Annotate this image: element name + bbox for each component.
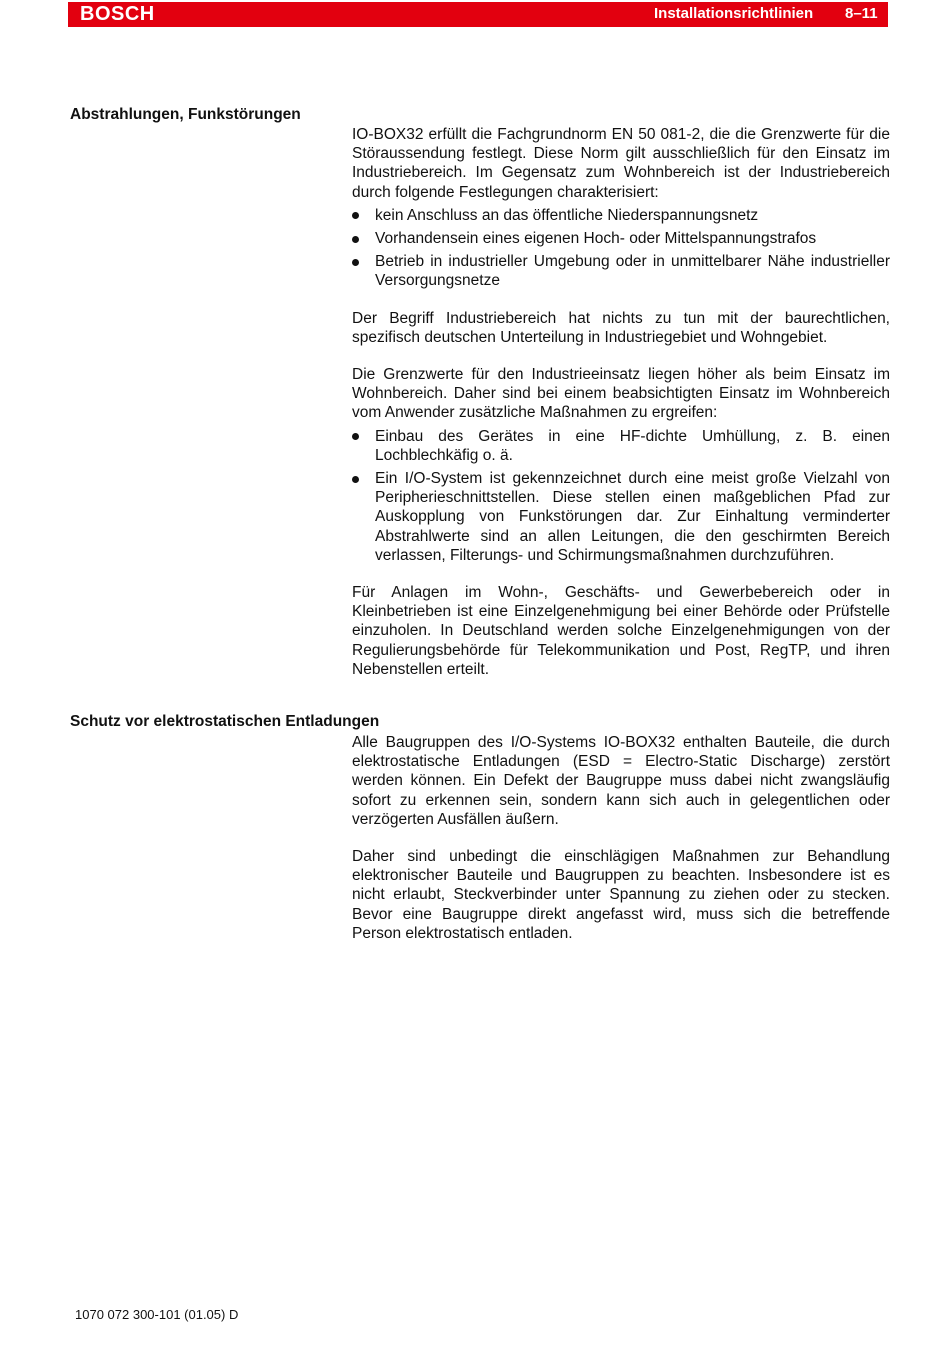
paragraph: Für Anlagen im Wohn-, Geschäfts- und Gewerbebereich oder in Kleinbetrieben ist eine Einzelgenehmigung bei einer Behörde oder Prüfstelle einzuholen. In Deutschland werden solche Einzelgenehmigungen von der Regulierungsbehörde für Telekommunikation und Post, RegTP, und ihren Nebenstellen erteilt.	[352, 584, 890, 678]
paragraph: Daher sind unbedingt die einschlägigen Maßnahmen zur Behandlung elektronischer Bauteile und Baugruppen zu beachten. Insbesondere ist es nicht erlaubt, Steckverbinder unter Spannung zu ziehen oder zu stecken. Bevor eine Baugruppe direkt angefasst wird, muss sich die betreffende Person elektrostatisch entladen.	[352, 848, 890, 942]
header-section-title: Installationsrichtlinien	[654, 5, 814, 22]
list-item-text: Ein I/O-System ist gekennzeichnet durch eine meist große Vielzahl von Peripherieschnittstellen. Diese stellen einen maßgeblichen Pfad zur Auskopplung von Funkstörungen dar. Zur Einhaltung verminderter Abstrahlwerte sind an allen Leitungen, die den geschirmten Bereich verlassen, Filterungs- und Schirmungsmaßnahmen durchzuführen.	[375, 470, 890, 564]
paragraph: Die Grenzwerte für den Industrieeinsatz liegen höher als beim Einsatz im Wohnbereich. Daher sind bei einem beabsichtigten Einsatz im Wohnbereich vom Anwender zusätzliche Maßnahmen zu ergreifen:	[352, 366, 890, 422]
page-header	[68, 2, 888, 27]
bullet-icon	[352, 236, 359, 243]
list-item-text: Vorhandensein eines eigenen Hoch- oder Mittelspannungstrafos	[375, 230, 817, 248]
list-item	[352, 206, 890, 225]
paragraph: Alle Baugruppen des I/O-Systems IO-BOX32 enthalten Bauteile, die durch elektrostatische Entladungen (ESD = Electro-Static Discharge) zerstört werden können. Ein Defekt der Baugruppe muss dabei nicht zwangsläufig sofort zu erkennen sein, sondern kann sich auch in gelegentlichen oder verzögerten Ausfällen äußern.	[352, 734, 890, 828]
list-item-text: Betrieb in industrieller Umgebung oder in unmittelbarer Nähe industrieller Versorgungsnetze	[375, 253, 890, 290]
section-body-esd	[352, 733, 890, 943]
list-item	[352, 469, 890, 565]
bullet-icon	[352, 433, 359, 440]
header-page-number: 8–11	[845, 5, 878, 22]
bullet-icon	[352, 476, 359, 483]
bullet-icon	[352, 212, 359, 219]
section-body-emissions	[352, 125, 890, 679]
paragraph: IO-BOX32 erfüllt die Fachgrundnorm EN 50 081-2, die die Grenzwerte für die Störaussendung festlegt. Diese Norm gilt ausschließlich für den Einsatz im Industriebereich. Im Gegensatz zum Wohnbereich ist der Industriebereich durch folgende Festlegungen charakterisiert:	[352, 126, 890, 201]
bullet-list	[352, 206, 890, 291]
list-item	[352, 427, 890, 465]
section-title-emissions: Abstrahlungen, Funkstörungen	[70, 106, 301, 123]
list-item	[352, 229, 890, 248]
bosch-logo: BOSCH	[80, 3, 155, 25]
paragraph: Der Begriff Industriebereich hat nichts zu tun mit der baurechtlichen, spezifisch deutschen Unterteilung in Industriegebiet und Wohngebiet.	[352, 309, 890, 346]
bullet-icon	[352, 259, 359, 266]
bullet-list	[352, 427, 890, 565]
list-item	[352, 252, 890, 290]
list-item-text: kein Anschluss an das öffentliche Niederspannungsnetz	[375, 206, 759, 224]
section-title-esd: Schutz vor elektrostatischen Entladungen	[70, 713, 380, 730]
document-number: 1070 072 300-101 (01.05) D	[75, 1307, 239, 1322]
list-item-text: Einbau des Gerätes in eine HF-dichte Umhüllung, z. B. einen Lochblechkäfig o. ä.	[375, 427, 890, 464]
